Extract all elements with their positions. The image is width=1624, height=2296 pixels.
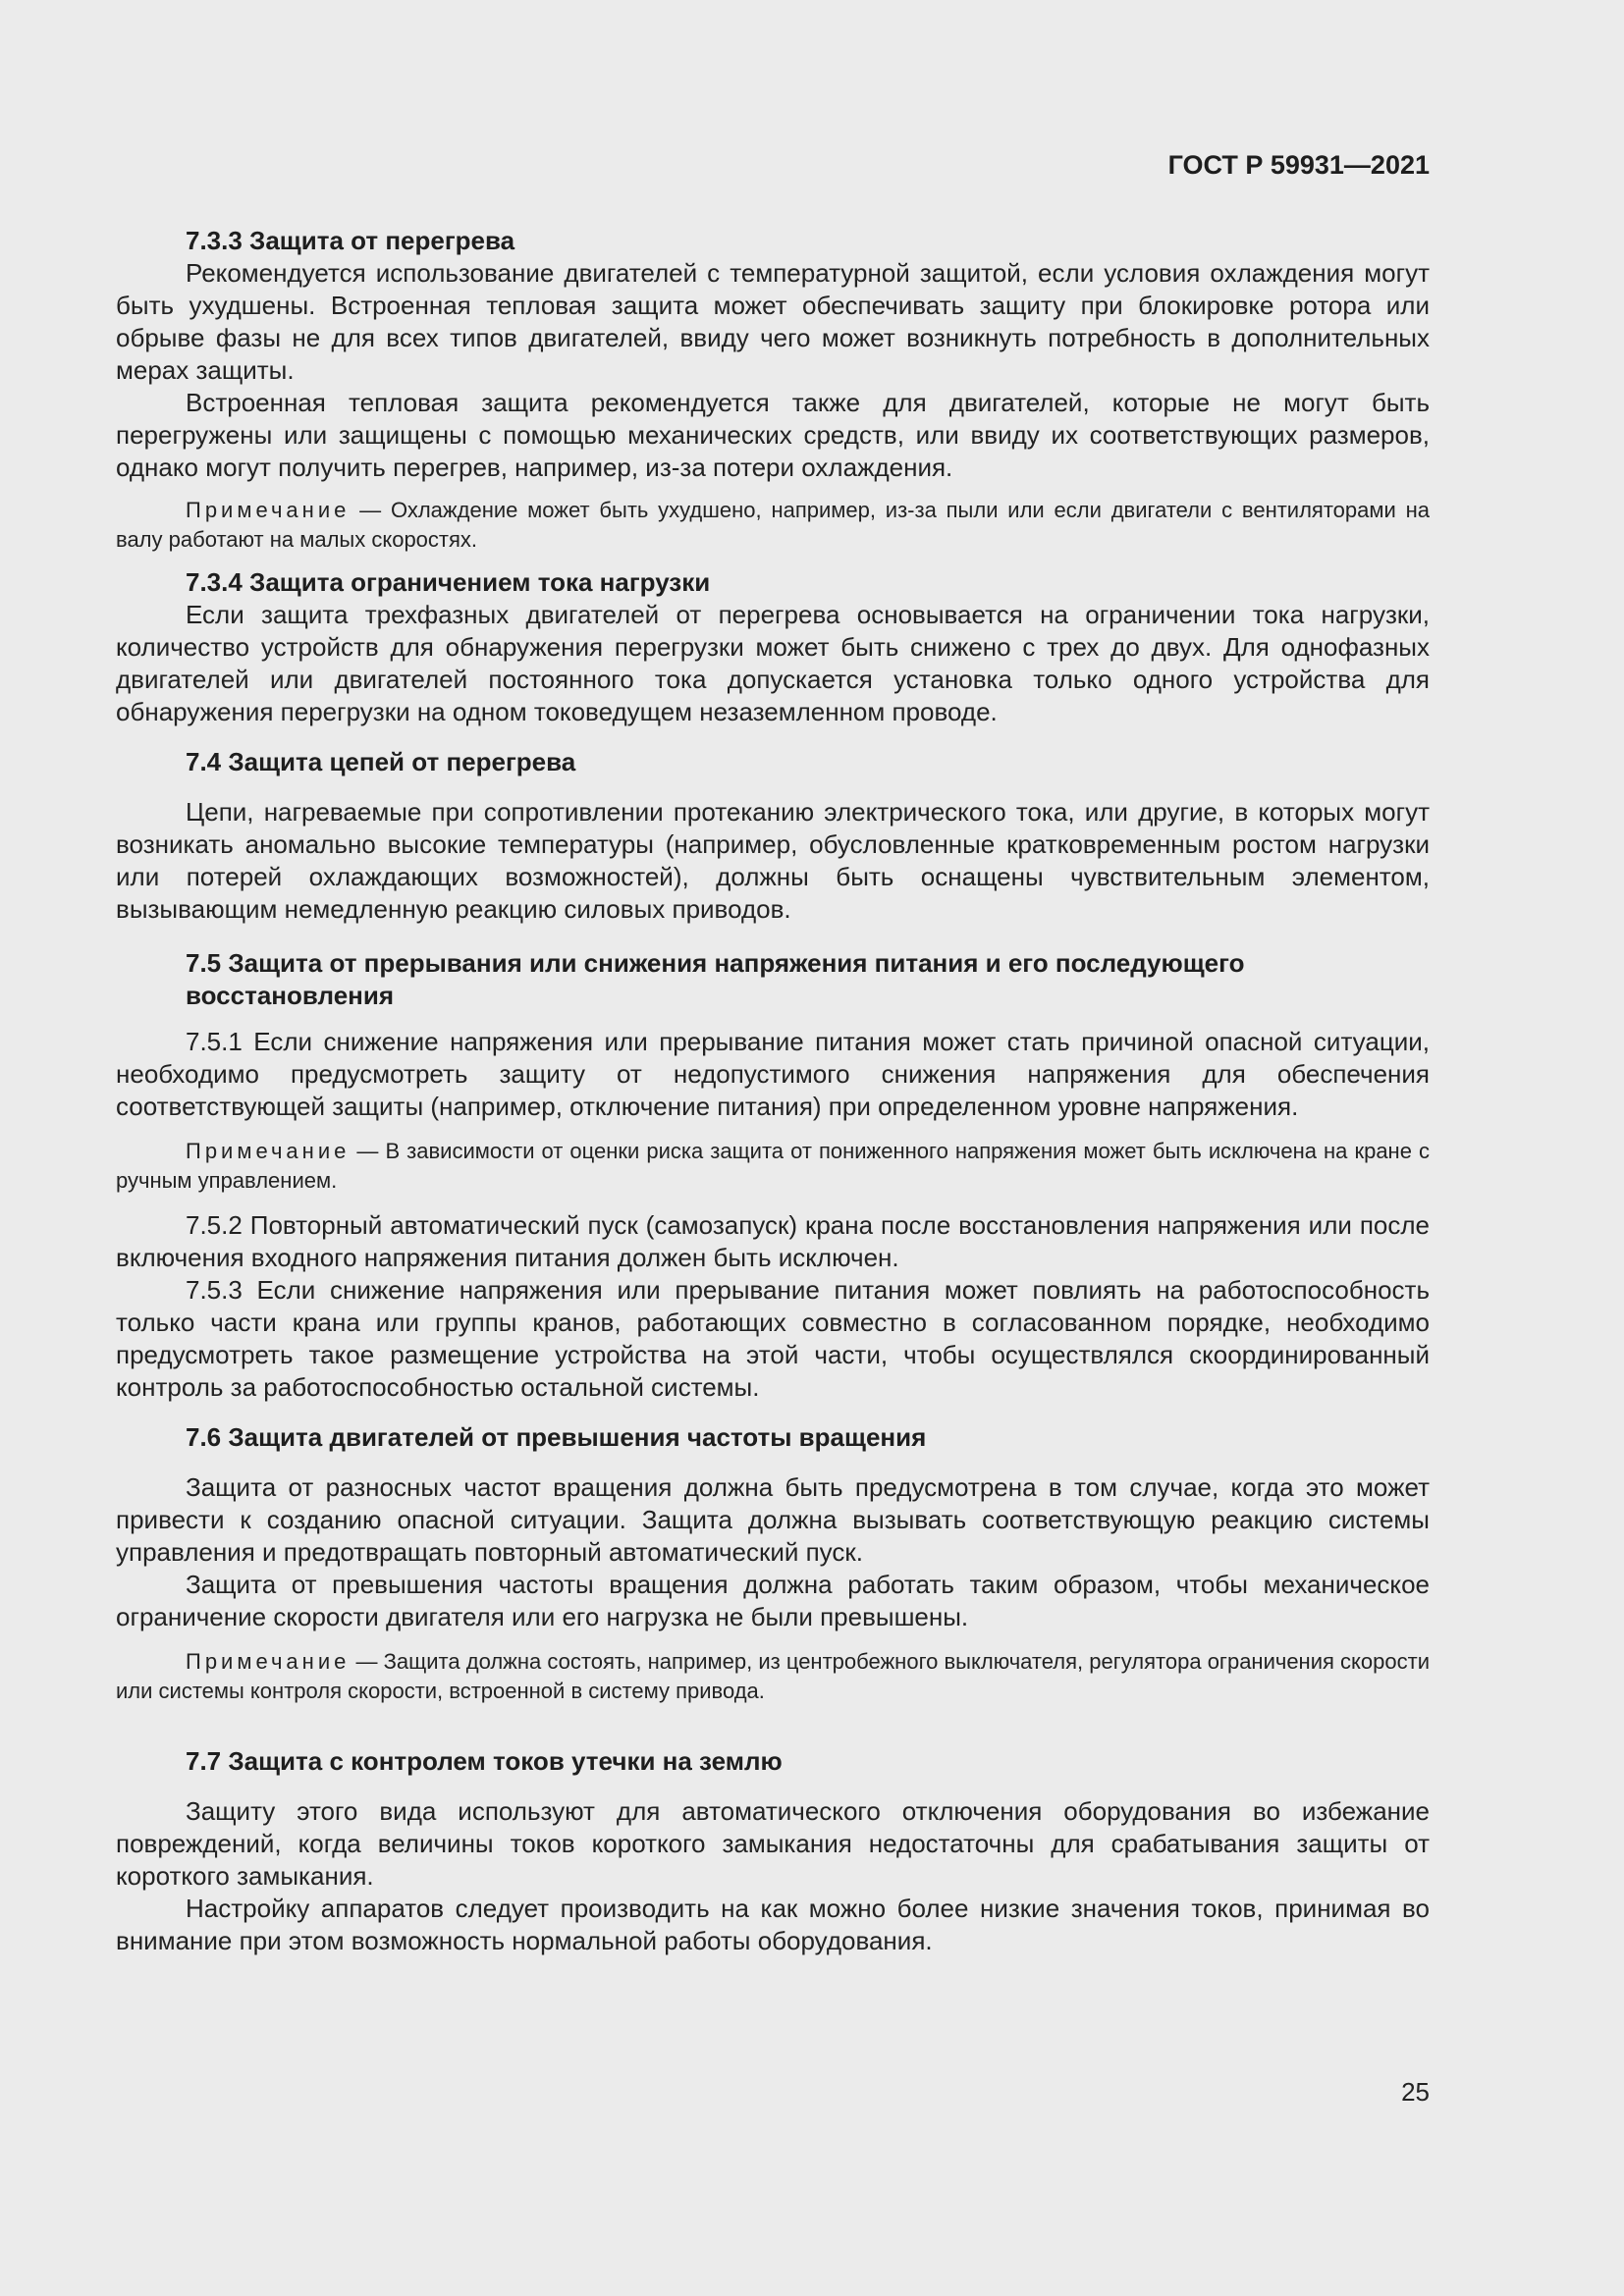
page-number: 25 [1401,2077,1430,2107]
section-heading: 7.3.3 Защита от перегрева [186,226,515,255]
note [116,1137,1430,1196]
note [116,496,1430,555]
paragraph: Защиту этого вида используют для автоматического отключения оборудования во избежание повреждений, когда величины токов короткого замыкания недостаточны для срабатывания защиты от короткого замыкания. [116,1796,1430,1891]
section-7-6 [116,1421,1430,1706]
paragraph: 7.5.3 Если снижение напряжения или прерывание питания может повлиять на работоспособность только части крана или группы кранов, работающих совместно в согласованном порядке, необходимо предусмотреть такое размещение устройства на этой части, чтобы осуществлялся скоординированный контроль за работоспособностью остальной системы. [116,1275,1430,1402]
note-label: Примечание [186,1139,351,1163]
section-7-4 [116,746,1430,926]
note [116,1647,1430,1706]
section-7-3-3 [116,225,1430,555]
section-heading: 7.5 Защита от прерывания или снижения напряжения питания и его последующего восстановления [186,948,1245,1010]
document-code-header: ГОСТ Р 59931—2021 [1167,150,1430,180]
section-7-3-4 [116,566,1430,728]
paragraph: Встроенная тепловая защита рекомендуется также для двигателей, которые не могут быть перегружены или защищены с помощью механических средств, или ввиду их соответствующих размеров, однако могут получить перегрев, например, из-за потери охлаждения. [116,388,1430,482]
section-heading: 7.4 Защита цепей от перегрева [186,747,576,776]
paragraph: 7.5.1 Если снижение напряжения или прерывание питания может стать причиной опасной ситуации, необходимо предусмотреть защиту от недопустимого снижения напряжения для обеспечения соответствующей защиты (например, отключение питания) при определенном уровне напряжения. [116,1027,1430,1121]
note-label: Примечание [186,498,351,522]
note-text: — Защита должна состоять, например, из центробежного выключателя, регулятора ограничения скорости или системы контроля скорости, встроенной в систему привода. [116,1649,1430,1703]
paragraph: Цепи, нагреваемые при сопротивлении протеканию электрического тока, или другие, в которых могут возникать аномально высокие температуры (например, обусловленные кратковременным ростом нагрузки или потерей охлаждающих возможностей), должны быть оснащены чувствительным элементом, вызывающим немедленную реакцию силовых приводов. [116,797,1430,924]
paragraph: 7.5.2 Повторный автоматический пуск (самозапуск) крана после восстановления напряжения или после включения входного напряжения питания должен быть исключен. [116,1210,1430,1272]
paragraph: Защита от превышения частоты вращения должна работать таким образом, чтобы механическое ограничение скорости двигателя или его нагрузка не были превышены. [116,1570,1430,1631]
document-body [116,225,1430,1957]
note-text: — В зависимости от оценки риска защита от пониженного напряжения может быть исключена на кране с ручным управлением. [116,1139,1430,1193]
note-text: — Охлаждение может быть ухудшено, например, из-за пыли или если двигатели с вентиляторами на валу работают на малых скоростях. [116,498,1430,552]
paragraph: Настройку аппаратов следует производить на как можно более низкие значения токов, принимая во внимание при этом возможность нормальной работы оборудования. [116,1894,1430,1955]
note-label: Примечание [186,1649,351,1674]
section-heading: 7.7 Защита с контролем токов утечки на землю [186,1746,783,1776]
section-7-7 [116,1745,1430,1957]
section-heading: 7.6 Защита двигателей от превышения частоты вращения [186,1422,927,1452]
section-7-5 [116,947,1430,1404]
paragraph: Если защита трехфазных двигателей от перегрева основывается на ограничении тока нагрузки, количество устройств для обнаружения перегрузки может быть снижено с трех до двух. Для однофазных двигателей или двигателей постоянного тока допускается установка только одного устройства для обнаружения перегрузки на одном токоведущем незаземленном проводе. [116,600,1430,726]
paragraph: Рекомендуется использование двигателей с температурной защитой, если условия охлаждения могут быть ухудшены. Встроенная тепловая защита может обеспечивать защиту при блокировке ротора или обрыве фазы не для всех типов двигателей, ввиду чего может возникнуть потребность в дополнительных мерах защиты. [116,258,1430,385]
section-heading: 7.3.4 Защита ограничением тока нагрузки [186,567,711,597]
paragraph: Защита от разносных частот вращения должна быть предусмотрена в том случае, когда это может привести к созданию опасной ситуации. Защита должна вызывать соответствующую реакцию системы управления и предотвращать повторный автоматический пуск. [116,1472,1430,1567]
